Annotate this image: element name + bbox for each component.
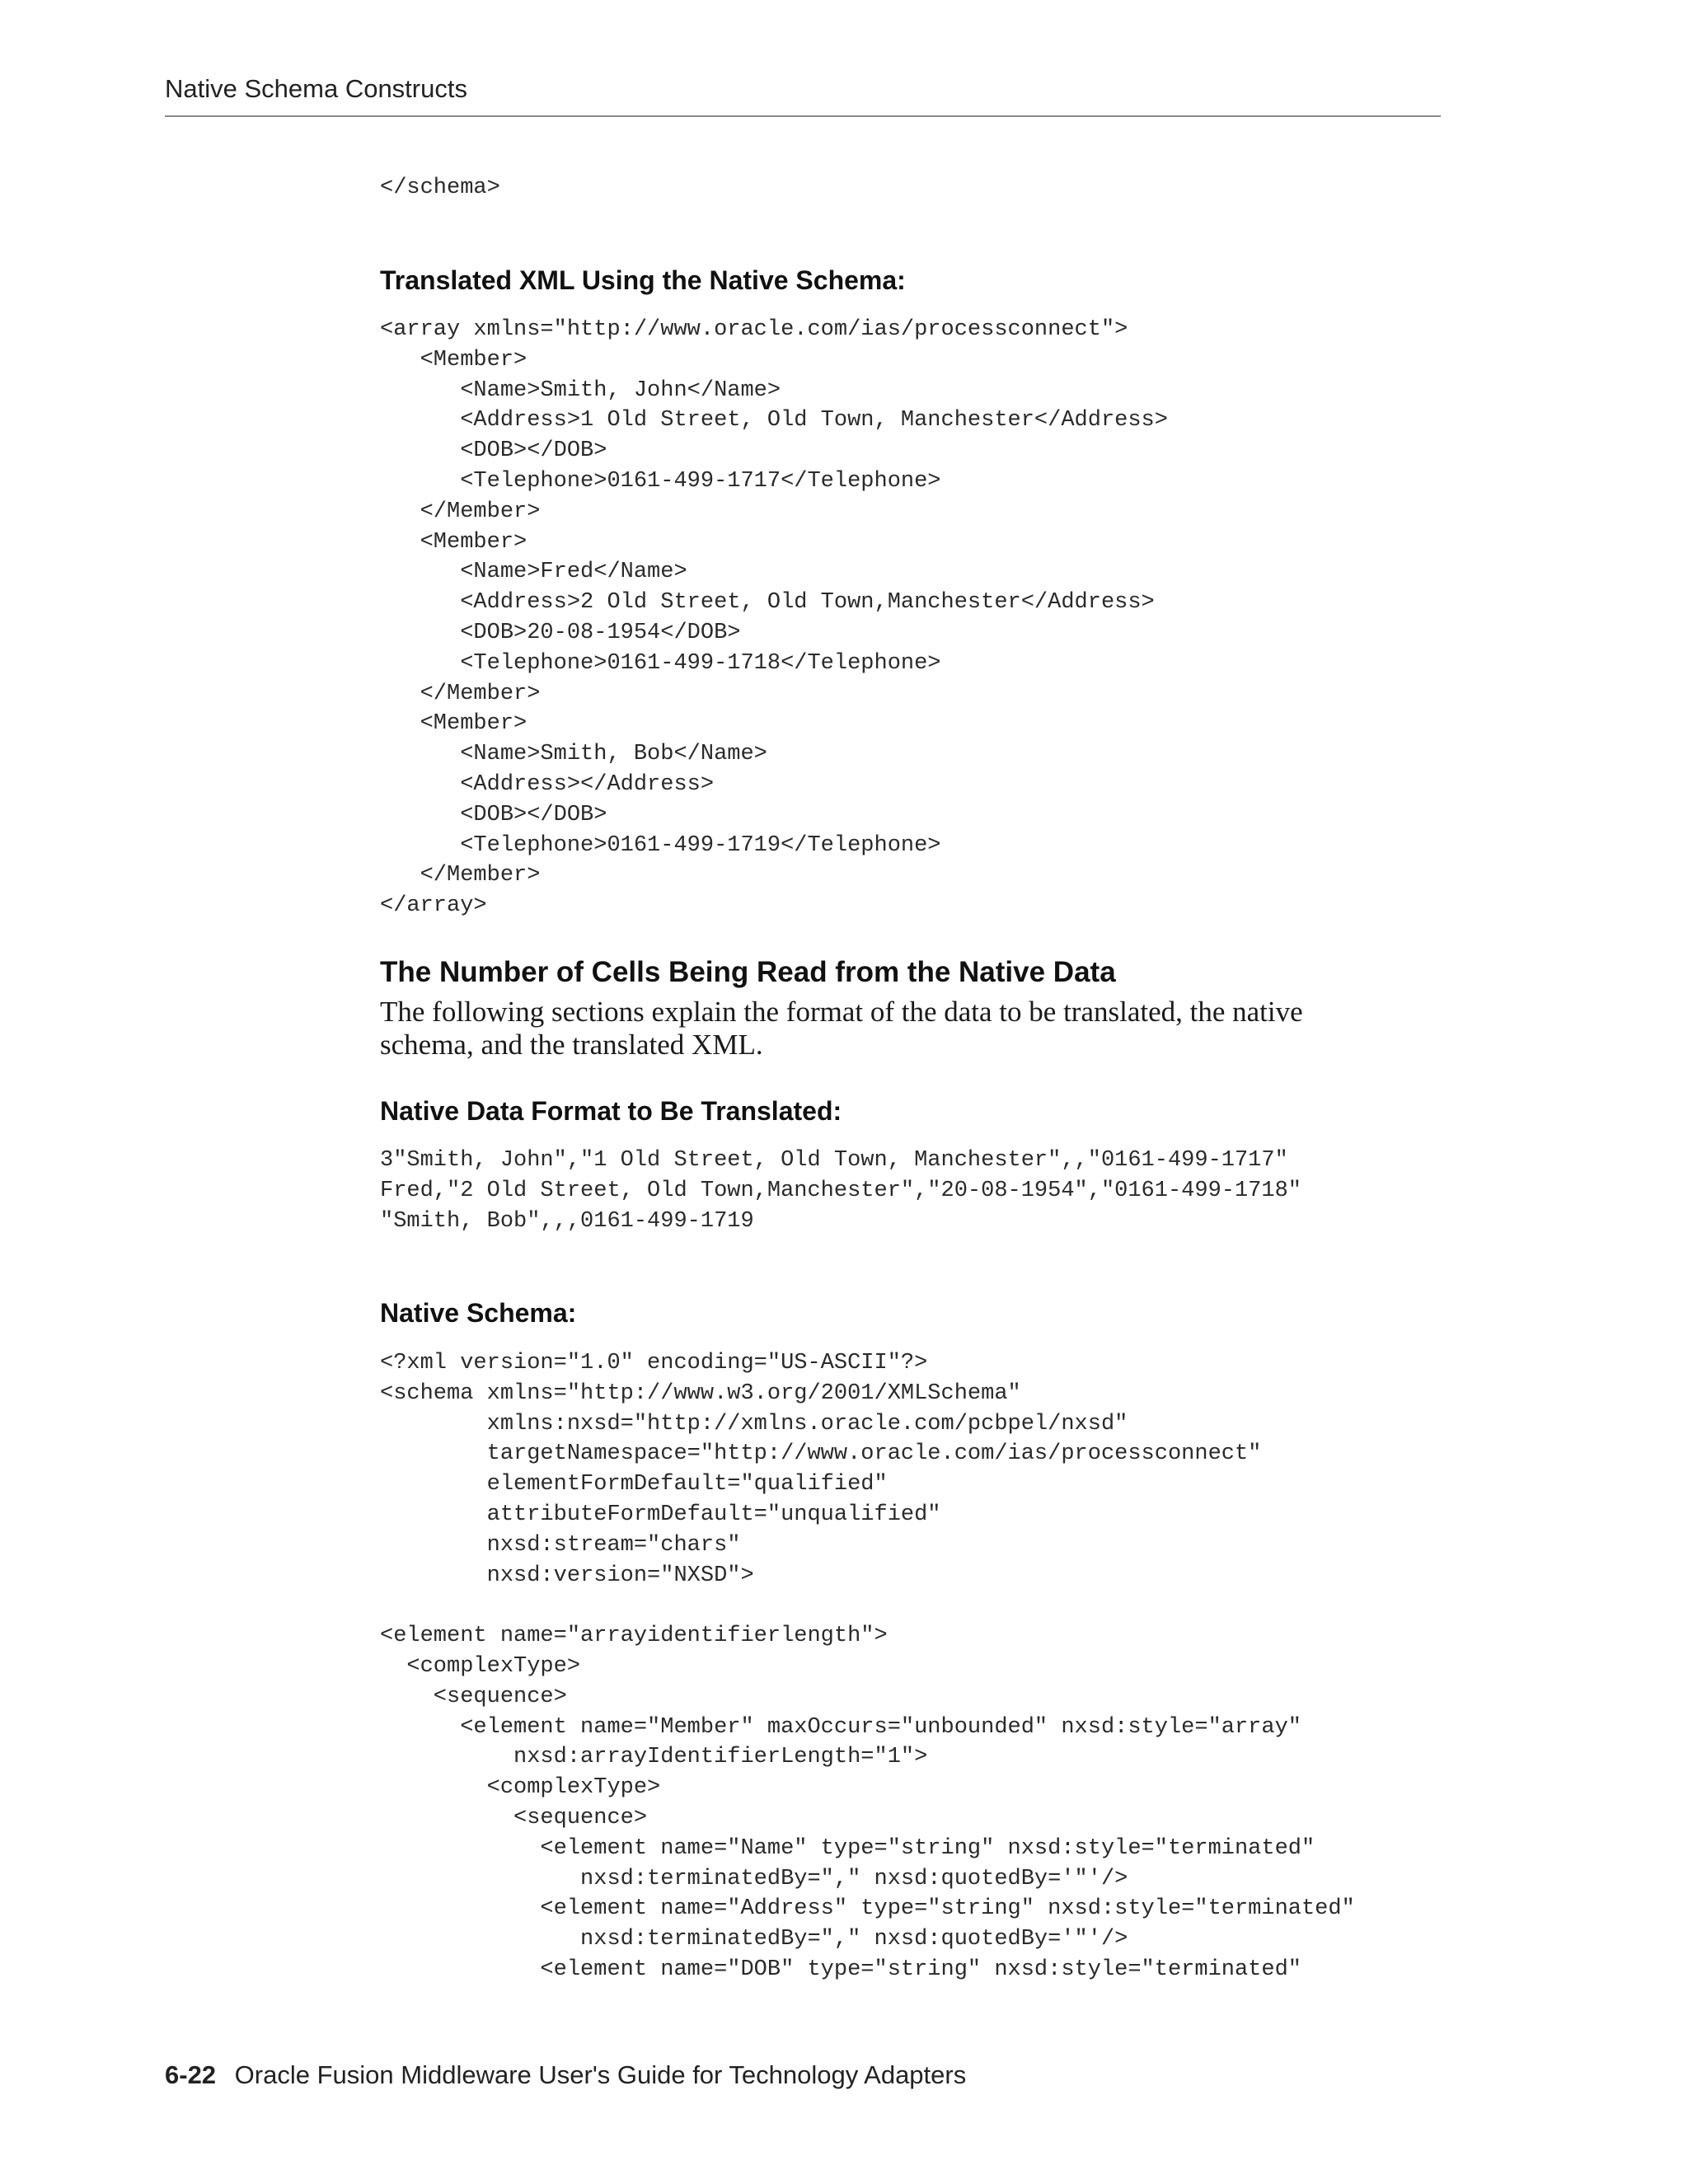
code-translated-xml: <array xmlns="http://www.oracle.com/ias/processconnect"> <Member> <Name>Smith, John</Name> <Address>1 Old Street, Old Town, Manchester</Address> <DOB></DOB> <Telephone>0161-499-1717</Telephone> </Member> <Member> <Name>Fred</Name> <Address>2 Old Street, Old Town,Manchester</Address> <DOB>20-08-1954</DOB> <Telephone>0161-499-1718</Telephone> </Member> <Member> <Name>Smith, Bob</Name> <Address></Address> <DOB></DOB> <Telephone>0161-499-1719</Telephone> </Member> </array> — [380, 317, 1168, 919]
footer-page-number: 6-22 — [165, 2060, 217, 2089]
section-heading: The Number of Cells Being Read from the Native Data — [380, 956, 1116, 988]
heading-native-data-format: Native Data Format to Be Translated: — [380, 1096, 842, 1126]
code-native-data: 3"Smith, John","1 Old Street, Old Town, Manchester",,"0161-499-1717" Fred,"2 Old Street, Old Town,Manchester","20-08-1954","0161-499-1718" "Smith, Bob",,,0161-499-1719 — [380, 1148, 1301, 1234]
section-intro-paragraph: The following sections explain the format of the data to be translated, the native schema, and the translated XML. — [380, 996, 1303, 1061]
heading-native-schema: Native Schema: — [380, 1298, 577, 1328]
code-schema-close: </schema> — [380, 176, 500, 200]
running-header-title: Native Schema Constructs — [165, 74, 467, 103]
heading-translated-xml: Translated XML Using the Native Schema: — [380, 265, 906, 295]
footer-book-title: Oracle Fusion Middleware User's Guide for Technology Adapters — [234, 2060, 967, 2089]
header-divider — [165, 115, 1441, 117]
page-footer — [165, 2060, 966, 2090]
code-native-schema: <?xml version="1.0" encoding="US-ASCII"?> <schema xmlns="http://www.w3.org/2001/XMLSchema" xmlns:nxsd="http://xmlns.oracle.com/pcbpel/nxsd" targetNamespace="http://www.oracle.com/ias/processconnect" elementFormDefault="qualified" attributeFormDefault="unqualified" nxsd:stream="chars" nxsd:version="NXSD"> <element name="arrayidentifierlength"> <complexType> <sequence> <element name="Member" maxOccurs="unbounded" nxsd:style="array" nxsd:arrayIdentifierLength="1"> <complexType> <sequence> <element name="Name" type="string" nxsd:style="terminated" nxsd:terminatedBy="," nxsd:quotedBy='"'/> <element name="Address" type="string" nxsd:style="terminated" nxsd:terminatedBy="," nxsd:quotedBy='"'/> <element name="DOB" type="string" nxsd:style="terminated" — [380, 1351, 1355, 1982]
